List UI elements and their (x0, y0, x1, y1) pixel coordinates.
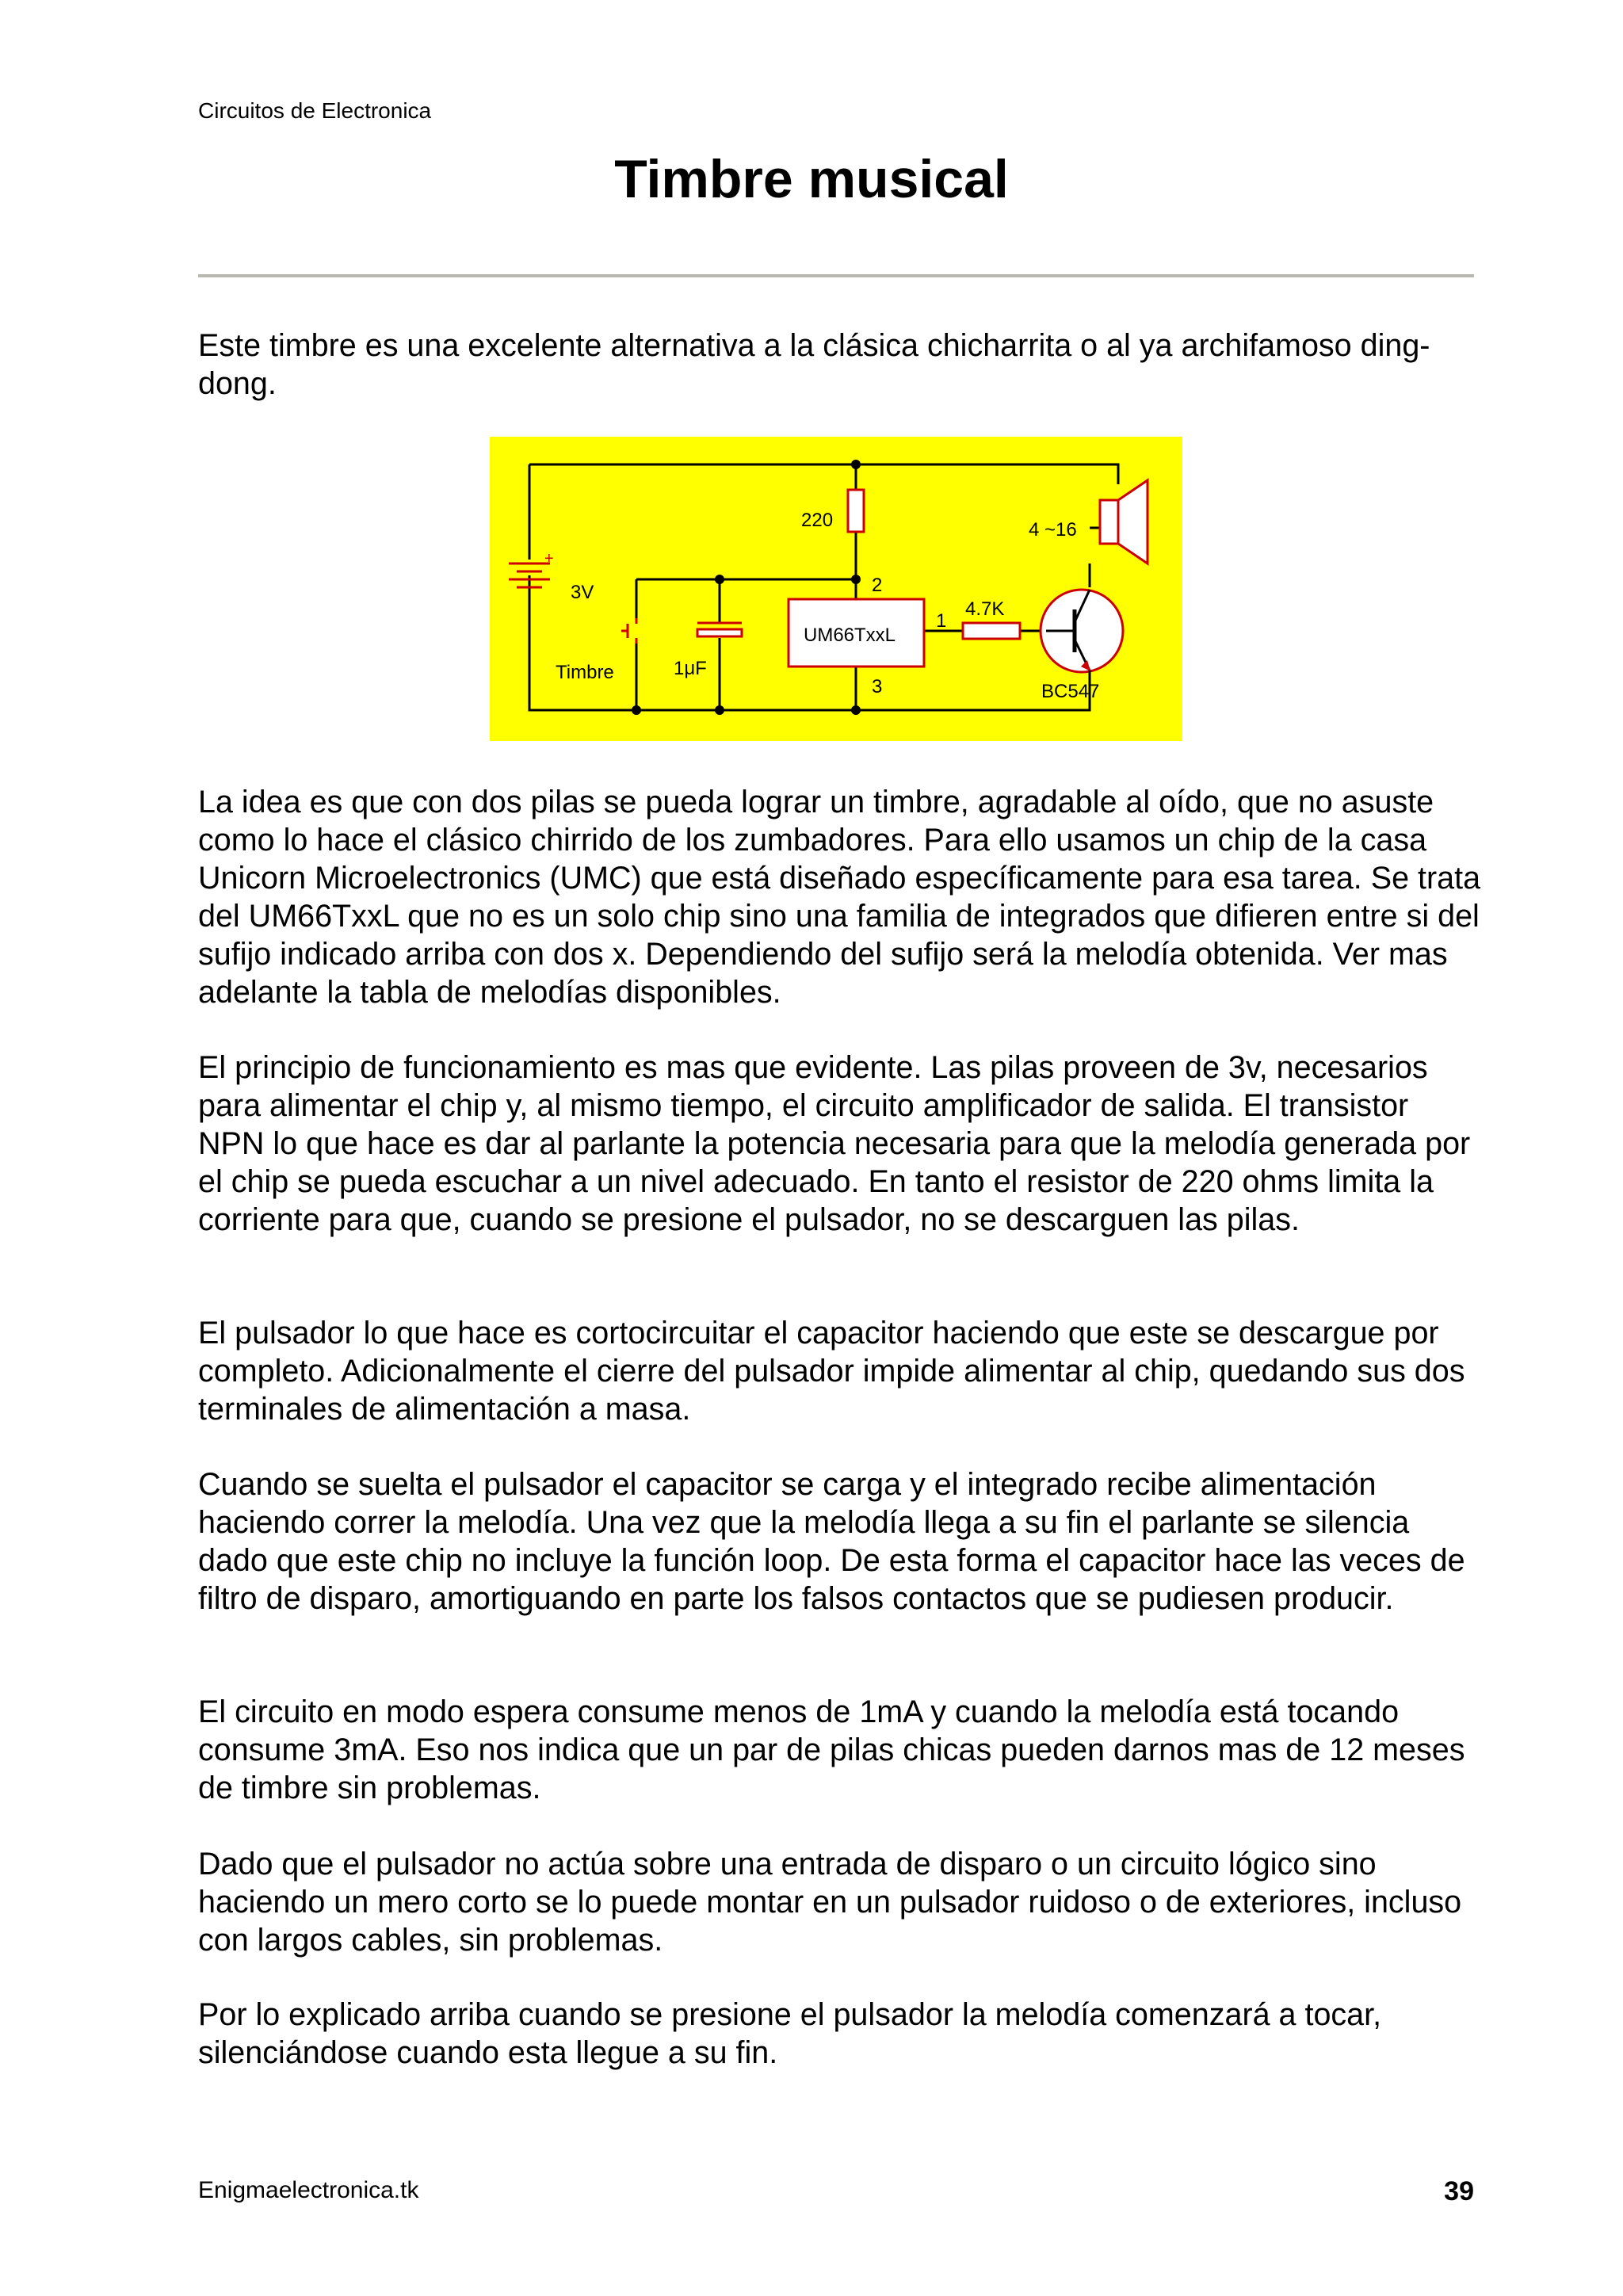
paragraph-6: Dado que el pulsador no actúa sobre una entrada de disparo o un circuito lógico sino haciendo un mero corto se lo puede montar en un pulsador ruidoso o de exteriores, incluso con largos cables, sin problemas. (198, 1847, 1462, 1958)
resistor-4k7 (963, 623, 1020, 639)
label-plus: + (544, 550, 554, 567)
label-battery: 3V (571, 582, 594, 603)
intro-paragraph: Este timbre es una excelente alternativa a la clásica chicharrita o al ya archifamoso ding-dong. (198, 328, 1430, 401)
label-resistor-4k7: 4.7K (965, 598, 1005, 620)
label-switch: Timbre (556, 662, 614, 683)
paragraph-1: La idea es que con dos pilas se pueda lograr un timbre, agradable al oído, que no asuste como lo hace el clásico chirrido de los zumbadores. Para ello usamos un chip de la casa Unicorn Microelectronics (UMC) que está diseñado específicamente para esa tarea. Se trata del UM66TxxL que no es un solo chip sino una familia de integrados que difieren entre si del sufijo indicado arriba con dos x. Dependiendo del sufijo será la melodía obtenida. Ver mas adelante la tabla de melodías disponibles. (198, 785, 1481, 1010)
paragraph-7: Por lo explicado arriba cuando se presione el pulsador la melodía comenzará a tocar, silenciándose cuando esta llegue a su fin. (198, 1997, 1382, 2070)
page-number: 39 (1444, 2176, 1474, 2206)
title-divider (198, 274, 1474, 277)
paragraph-5: El circuito en modo espera consume menos de 1mA y cuando la melodía está tocando consume 3mA. Eso nos indica que un par de pilas chicas pueden darnos mas de 12 meses de timbre sin problemas. (198, 1694, 1465, 1805)
paragraph-4: Cuando se suelta el pulsador el capacitor se carga y el integrado recibe alimentación haciendo correr la melodía. Una vez que la melodía llega a su fin el parlante se silencia dado que este chip no incluye la función loop. De esta forma el capacitor hace las veces de filtro de disparo, amortiguando en parte los falsos contactos que se pudiesen producir. (198, 1467, 1465, 1616)
label-transistor: BC547 (1041, 681, 1100, 702)
label-capacitor: 1μF (674, 658, 707, 679)
label-pin3: 3 (872, 676, 883, 697)
label-pin2: 2 (872, 575, 883, 596)
label-resistor-220: 220 (801, 510, 834, 531)
paragraph-3: El pulsador lo que hace es cortocircuitar el capacitor haciendo que este se descargue por completo. Adicionalmente el cierre del pulsador impide alimentar al chip, quedando sus dos terminales de alimentación a masa. (198, 1316, 1465, 1427)
running-header: Circuitos de Electronica (198, 98, 432, 123)
label-chip: UM66TxxL (804, 625, 896, 646)
paragraph-2: El principio de funcionamiento es mas que evidente. Las pilas proveen de 3v, necesarios para alimentar el chip y, al mismo tiempo, el circuito amplificador de salida. El transistor NPN lo que hace es dar al parlante la potencia necesaria para que la melodía generada por el chip se pueda escuchar a un nivel adecuado. En tanto el resistor de 220 ohms limita la corriente para que, cuando se presione el pulsador, no se descarguen las pilas. (198, 1050, 1471, 1237)
label-pin1: 1 (936, 610, 947, 632)
page-title: Timbre musical (614, 149, 1009, 209)
label-speaker: 4 ~16 (1029, 519, 1077, 541)
circuit-diagram (490, 437, 1182, 741)
resistor-220 (848, 490, 864, 532)
footer-site: Enigmaelectronica.tk (198, 2177, 419, 2203)
